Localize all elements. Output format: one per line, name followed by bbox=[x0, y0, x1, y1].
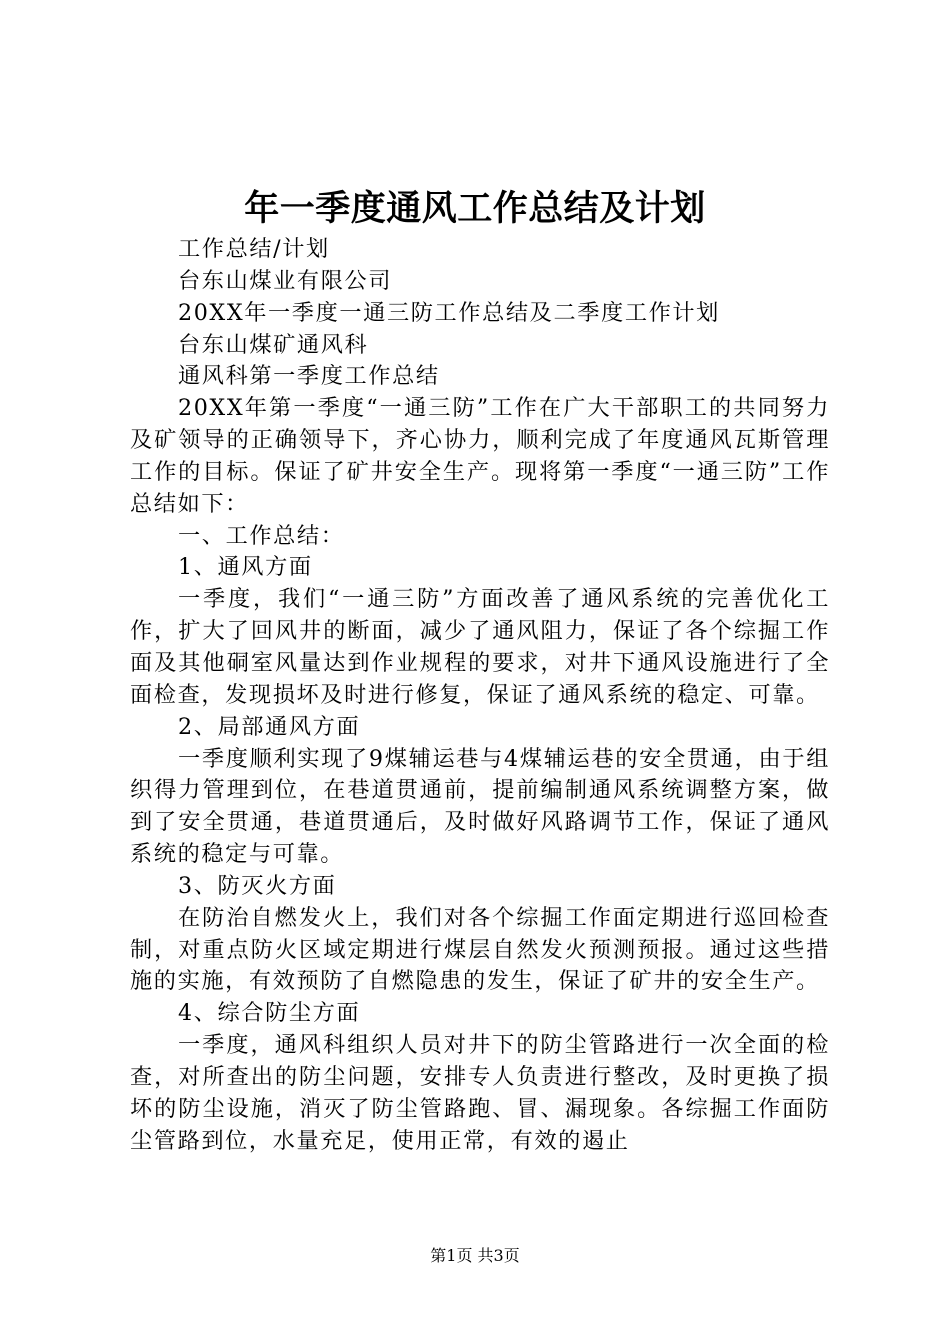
paragraph: 20XX年一季度一通三防工作总结及二季度工作计划 bbox=[178, 299, 720, 326]
document-title: 年一季度通风工作总结及计划 bbox=[244, 188, 706, 229]
paragraph: 4、综合防尘方面 bbox=[178, 1000, 361, 1027]
paragraph: 一季度，我们“一通三防”方面改善了通风系统的完善优化工作，扩大了回风井的断面，减少了通风阻力，保证了各个综掘工作面及其他硐室风量达到作业规程的要求，对井下通风设施进行了全面检查，发现损坏及时进行修复，保证了通风系统的稳定、可靠。 bbox=[130, 586, 830, 708]
paragraph: 工作总结/计划 bbox=[178, 236, 330, 262]
paragraph: 台东山煤业有限公司 bbox=[178, 267, 393, 294]
paragraph: 20XX年第一季度“一通三防”工作在广大干部职工的共同努力及矿领导的正确领导下，齐心协力，顺利完成了年度通风瓦斯管理工作的目标。保证了矿井安全生产。现将第一季度“一通三防”工作总结如下： bbox=[130, 395, 830, 517]
paragraph: 在防治自燃发火上，我们对各个综掘工作面定期进行巡回检查制，对重点防火区域定期进行煤层自然发火预测预报。通过这些措施的实施，有效预防了自燃隐患的发生，保证了矿井的安全生产。 bbox=[130, 904, 830, 995]
document-body bbox=[130, 234, 830, 1157]
paragraph: 一季度顺利实现了9煤辅运巷与4煤辅运巷的安全贯通，由于组织得力管理到位，在巷道贯通前，提前编制通风系统调整方案，做到了安全贯通，巷道贯通后，及时做好风路调节工作，保证了通风系统的稳定与可靠。 bbox=[130, 745, 830, 868]
paragraph: 1、通风方面 bbox=[178, 554, 313, 581]
paragraph: 通风科第一季度工作总结 bbox=[178, 363, 440, 390]
paragraph: 2、局部通风方面 bbox=[178, 713, 361, 740]
page-footer: 第1页 共3页 bbox=[430, 1246, 520, 1265]
paragraph: 3、防灭火方面 bbox=[178, 872, 337, 899]
paragraph: 台东山煤矿通风科 bbox=[178, 331, 369, 358]
paragraph: 一季度，通风科组织人员对井下的防尘管路进行一次全面的检查，对所查出的防尘问题，安排专人负责进行整改，及时更换了损坏的防尘设施，消灭了防尘管路跑、冒、漏现象。各综掘工作面防尘管路到位，水量充足，使用正常，有效的遏止 bbox=[130, 1032, 830, 1154]
paragraph: 一、工作总结： bbox=[178, 522, 345, 549]
